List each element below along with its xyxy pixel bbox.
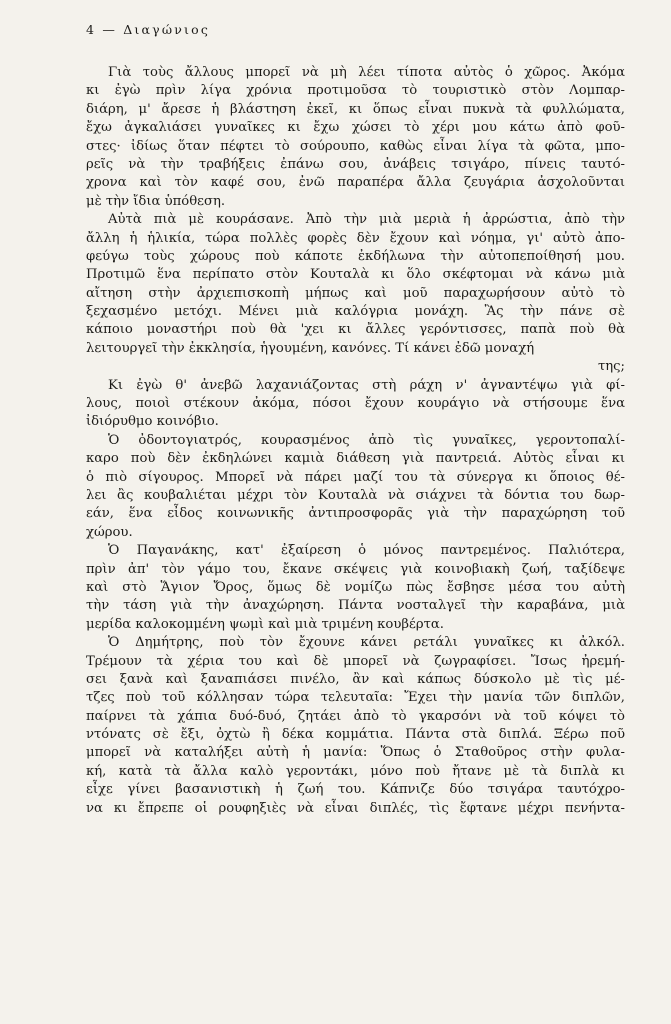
text-line: να κι ἔπρεπε οἱ ρουφηξιὲς νὰ εἶναι διπλές, τὶς ἔφτανε μέχρι πενήντα- (86, 800, 625, 816)
text-line: τζες ποὺ τοῦ κόλλησαν τώρα τελευταῖα: Ἔχει τὴν μανία τῶν διπλῶν, (86, 690, 625, 706)
text-line: χρονα καὶ τὸν καφέ σου, ἐνῶ παραπέρα ἄλλα ζευγάρια ἀσχολοῦνται (86, 175, 625, 191)
text-line: εἶχε γίνει βασανιστικὴ ἡ ζωή του. Κάπνιζε δύο τσιγάρα ταυτόχρο- (86, 782, 625, 798)
text-line: Γιὰ τοὺς ἄλλους μπορεῖ νὰ μὴ λέει τίποτα αὐτὸς ὁ χῶρος. Ἀκόμα (108, 65, 625, 80)
text-line: χώρου. (86, 524, 133, 540)
text-line: Ὁ ὀδοντογιατρός, κουρασμένος ἀπὸ τὶς γυναῖκες, γεροντοπαλί- (108, 432, 625, 448)
text-line: κι ἐγὼ πρὶν λίγα χρόνια προτιμοῦσα τὸ τουριστικὸ στὸν Λομπαρ- (86, 83, 625, 99)
text-line: κάποιο μοναστήρι ποὺ θὰ 'χει κι ἄλλες γερόντισσες, παπὰ ποὺ θὰ (86, 322, 625, 338)
text-line: ντόνατς σὲ ἔξι, ὀχτὼ ἢ δέκα κομμάτια. Πάντα στὰ διπλά. Ξέρω ποῦ (86, 727, 625, 743)
text-line: Ὁ Δημήτρης, ποὺ τὸν ἔχουνε κάνει ρετάλι γυναῖκες κι ἀλκόλ. (108, 635, 625, 651)
paragraph (86, 634, 625, 818)
text-line: μπορεῖ νὰ καταλήξει αὐτὴ ἡ μανία: Ὅπως ὁ Σταθοῦρος στὴν φυλα- (86, 745, 625, 761)
text-line: λειτουργεῖ τὴν ἐκκλησία, ἡγουμένη, κανόνες. Τί κάνει ἐδῶ μοναχή (86, 340, 535, 356)
text-line: πρὶν ἀπ' τὸν γάμο του, ἔκανε σκέψεις γιὰ κοινοβιακὴ ζωή, ταξίδεψε (86, 561, 625, 577)
text-line: καρο ποὺ δὲν ἐκδηλώνει καμιὰ διάθεση γιὰ παντρειά. Αὐτὸς εἶναι κι (86, 451, 625, 467)
body-text (86, 64, 625, 818)
text-line: λει ἂς κουβαλιέται μέχρι τὸν Κουταλὰ νὰ σιάχνει τὰ δόντια του δωρ- (86, 487, 625, 503)
text-line: Κι ἐγὼ θ' ἀνεβῶ λαχανιάζοντας στὴ ράχη ν' ἀγναντέψω γιὰ φί- (108, 377, 625, 393)
text-line: ἄλλη ἡ ἡλικία, τώρα πολλὲς φορὲς δὲν ἔχουν καὶ νόημα, γι' αὐτὸ ἀπο- (86, 230, 625, 246)
text-line: λους, ποιοὶ στέκουν ἀκόμα, πόσοι ἔχουν κουράγιο νὰ στήσουμε ἕνα (86, 396, 625, 412)
paragraph (86, 211, 625, 377)
text-line: μὲ τὴν ἴδια ὑπόθεση. (86, 193, 226, 209)
text-line: καὶ στὸ Ἅγιον Ὄρος, ὅμως δὲ νομίζω πὼς ἔσβησε μέσα του αὐτὴ (86, 579, 625, 595)
paragraph (86, 432, 625, 542)
paragraph (86, 377, 625, 432)
text-line: στες· ἰδίως ὅταν πέφτει τὸ σούρουπο, καθὼς εἶναι λίγα τὰ φῶτα, μπο- (86, 138, 625, 154)
text-line: Τρέμουν τὰ χέρια του καὶ δὲ μπορεῖ νὰ ζωγραφίσει. Ἴσως ἠρεμή- (86, 653, 625, 669)
text-line: ὁ πιὸ σίγουρος. Μπορεῖ νὰ πάρει μαζί του τὰ σύνεργα κι ὅποιος θέ- (86, 469, 625, 485)
text-line-tail: της; (597, 359, 625, 375)
text-line: ἰδιόρυθμο κοινόβιο. (86, 414, 219, 430)
text-line: μερίδα καλοκομμένη ψωμὶ καὶ μιὰ τριμένη κουβέρτα. (86, 616, 444, 632)
text-line: ρεῖς νὰ τὴν τραβήξεις ἐπάνω σου, ἀνάβεις τσιγάρο, πίνεις ταυτό- (86, 156, 625, 172)
text-line: διάρη, μ' ἄρεσε ἡ βλάστηση ἐκεῖ, κι ὅπως εἶναι πυκνὰ τὰ φυλλώματα, (86, 101, 625, 117)
paragraph (86, 542, 625, 634)
text-line: τὴν τάση γιὰ τὴν ἀναχώρηση. Πάντα νοσταλγεῖ τὴν καραβάνα, μιὰ (86, 598, 625, 614)
text-line: ἔχω ἀγκαλιάσει γυναῖκες κι ἔχω χώσει τὸ χέρι μου κάτω ἀπὸ φοῦ- (86, 120, 625, 136)
text-line: φεύγω τοὺς χώρους ποὺ κάποτε ἐκδήλωνα τὴν αὐτοπεποίθησή μου. (86, 248, 625, 264)
text-line: σει ξανὰ καὶ ξαναπιάσει πινέλο, ἂν καὶ κάπως δύσκολο μὲ τὶς μέ- (86, 671, 625, 687)
text-line: εάν, ἕνα εἶδος κοινωνικῆς ἀντιπροσφορᾶς γιὰ τὴν παραχώρηση τοῦ (86, 506, 625, 522)
text-line: Αὐτὰ πιὰ μὲ κουράσανε. Ἀπὸ τὴν μιὰ μεριὰ ἡ ἀρρώστια, ἀπὸ τὴν (108, 212, 625, 228)
text-line: αἴτηση στὴν ἀρχιεπισκοπὴ μήπως καὶ μοῦ παραχωρήσουν αὐτὸ τὸ (86, 285, 625, 301)
text-line: ξεχασμένο μετόχι. Μένει μιὰ καλόγρια μονάχη. Ἂς τὴν πάνε σὲ (86, 304, 625, 320)
text-line: κή, κατὰ τὰ ἄλλα καλὸ γεροντάκι, μόνο ποὺ ἤτανε μὲ τὰ διπλὰ κι (86, 763, 625, 779)
text-line: Προτιμῶ ἕνα περίπατο στὸν Κουταλὰ κι ὅλο σκέφτομαι νὰ κάνω μιὰ (86, 267, 625, 283)
running-head: 4 — Διαγώνιος (86, 22, 211, 37)
paragraph (86, 64, 625, 211)
text-line: Ὁ Παγανάκης, κατ' ἐξαίρεση ὁ μόνος παντρεμένος. Παλιότερα, (108, 543, 625, 559)
text-line: παίρνει τὰ χάπια δυό-δυό, ζητάει ἀπὸ τὸ γκαρσόνι νὰ τοῦ κόψει τὸ (86, 708, 625, 724)
